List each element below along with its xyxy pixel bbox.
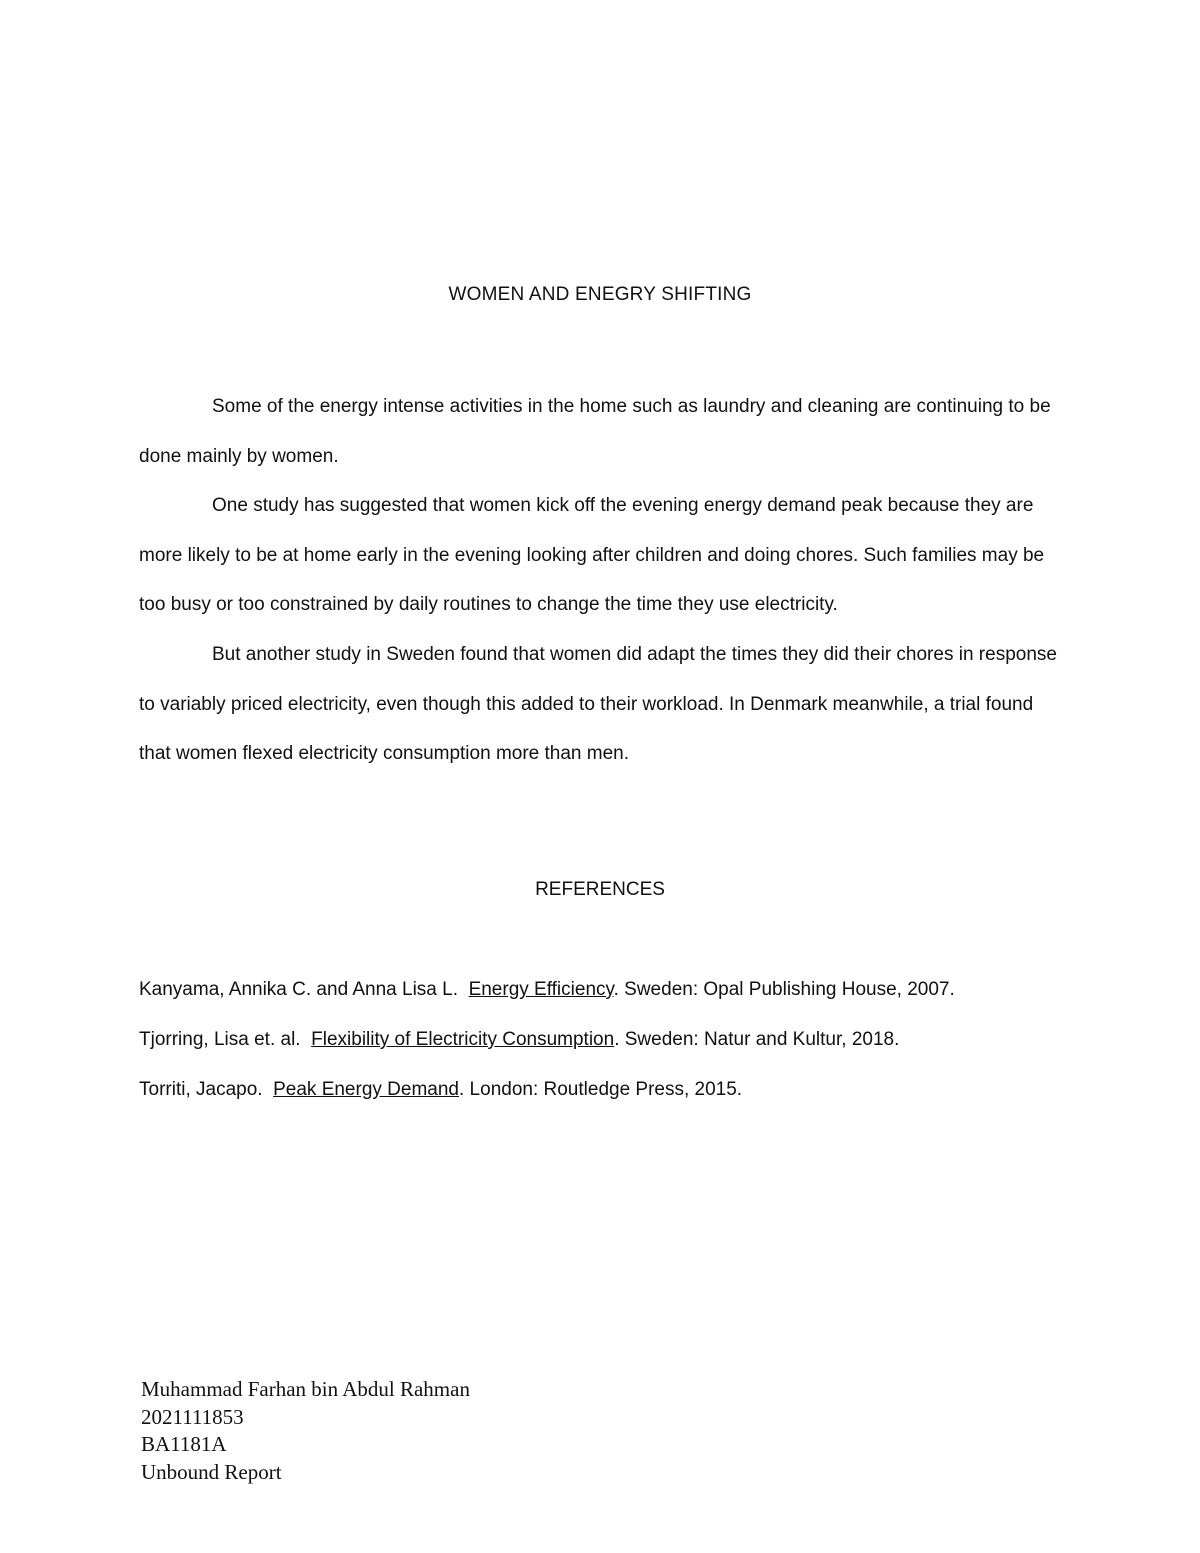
reference-entry [139,1027,1059,1052]
document-body [139,382,1059,779]
reference-authors: Kanyama, Annika C. and Anna Lisa L. [139,979,458,1000]
report-type: Unbound Report [141,1459,282,1484]
reference-entry [139,1077,1059,1102]
reference-publisher: . Sweden: Natur and Kultur, 2018. [614,1029,900,1050]
author-footer [141,1376,470,1486]
reference-book-title: Flexibility of Electricity Consumption [311,1029,615,1050]
document-title: WOMEN AND ENEGRY SHIFTING [448,284,752,305]
reference-authors: Torriti, Jacapo. [139,1079,263,1100]
reference-authors: Tjorring, Lisa et. al. [139,1029,301,1050]
reference-book-title: Energy Efficiency [468,979,614,1000]
references-heading: REFERENCES [535,879,665,900]
references-list [139,977,1059,1127]
student-id: 2021111853 [141,1404,244,1429]
body-paragraph: One study has suggested that women kick off the evening energy demand peak because they are more likely to be at home early in the evening looking after children and doing chores. Such families may be too busy or too constrained by daily routines to change the time they use electricity. [139,495,1045,616]
class-code: BA1181A [141,1432,227,1456]
reference-entry [139,977,1059,1002]
body-paragraph: But another study in Sweden found that women did adapt the times they did their chores in response to variably priced electricity, even though this added to their workload. In Denmark meanwhile, a trial found that women flexed electricity consumption more than men. [139,643,1057,765]
reference-publisher: . Sweden: Opal Publishing House, 2007. [613,979,955,1000]
body-paragraph: Some of the energy intense activities in the home such as laundry and cleaning are continuing to be done mainly by women. [139,396,1051,467]
author-name: Muhammad Farhan bin Abdul Rahman [141,1377,470,1401]
reference-publisher: . London: Routledge Press, 2015. [459,1079,743,1100]
reference-book-title: Peak Energy Demand [273,1079,459,1100]
